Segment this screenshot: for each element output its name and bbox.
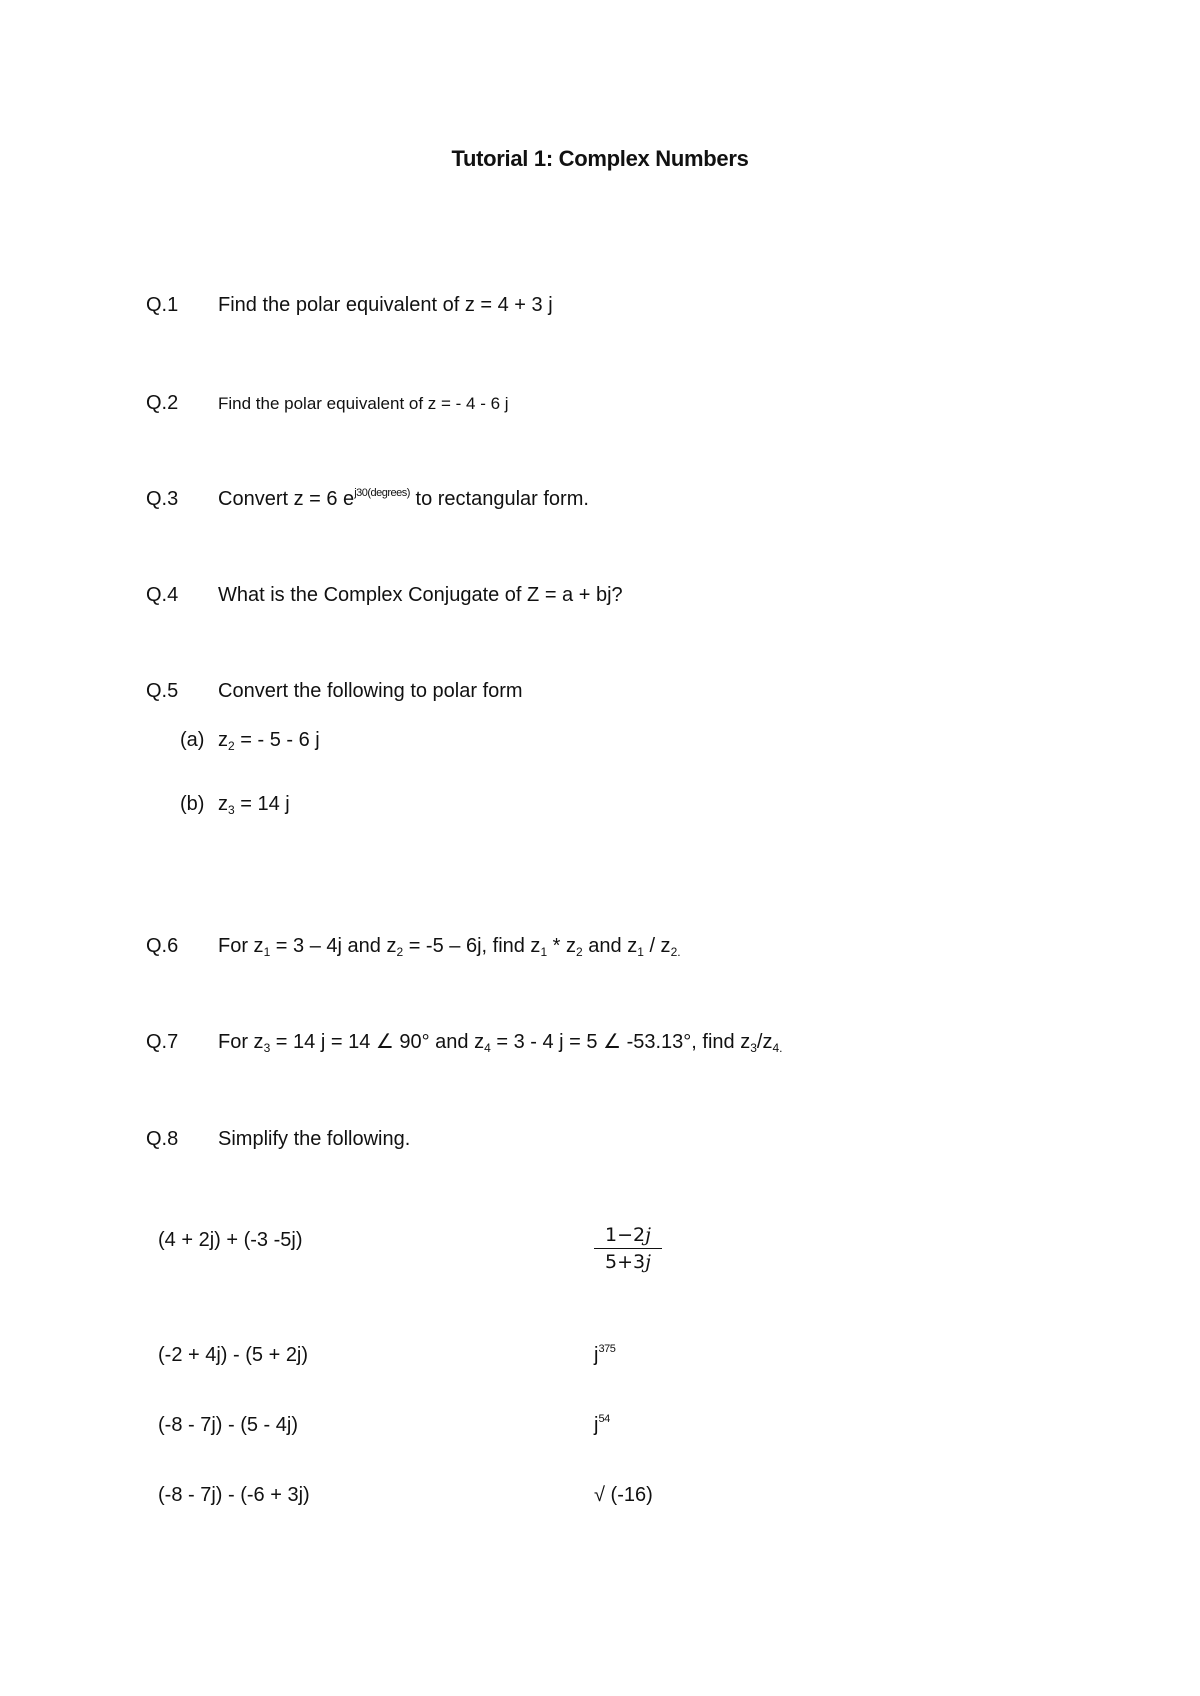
q3-text-end: to rectangular form.	[409, 488, 589, 510]
q3-exponent: j30(degrees)	[354, 487, 410, 499]
q6-seg: * z	[547, 935, 577, 957]
question-8	[146, 1126, 410, 1152]
question-3	[146, 486, 589, 512]
question-number: Q.2	[146, 392, 179, 414]
part-subscript: 2	[228, 739, 235, 753]
question-2	[146, 390, 509, 417]
q7-sub: 4.	[772, 1041, 783, 1055]
part-var: z	[218, 793, 228, 815]
question-6	[146, 933, 681, 959]
question-number: Q.3	[146, 488, 179, 510]
question-7	[146, 1029, 782, 1055]
q3-text-start: Convert z = 6 e	[218, 488, 355, 510]
part-expression: = 14 j	[234, 793, 290, 815]
question-text: Convert the following to polar form	[218, 680, 523, 702]
q6-seg: and z	[582, 935, 638, 957]
part-label: (a)	[180, 729, 205, 751]
q6-seg: = -5 – 6j, find z	[403, 935, 541, 957]
q6-sub: 1	[540, 945, 548, 959]
q7-seg: For z	[218, 1031, 264, 1053]
question-text: Simplify the following.	[218, 1128, 411, 1150]
question-number: Q.5	[146, 680, 179, 702]
simplify-power-2	[594, 1412, 610, 1438]
part-expression: = - 5 - 6 j	[234, 729, 320, 751]
q6-sub: 1	[637, 945, 644, 959]
question-number: Q.4	[146, 584, 179, 606]
power-base: j	[594, 1414, 599, 1436]
q5-part-b	[180, 791, 290, 817]
question-1	[146, 292, 553, 318]
power-base: j	[594, 1344, 599, 1366]
page-title: Tutorial 1: Complex Numbers	[451, 146, 749, 171]
simplify-expression-1: (4 + 2j) + (-3 -5j)	[158, 1229, 303, 1251]
part-label: (b)	[180, 793, 205, 815]
question-text	[218, 1029, 782, 1055]
question-4	[146, 582, 623, 608]
q7-seg: /z	[756, 1031, 773, 1053]
denominator-unit: j	[645, 1251, 651, 1273]
numerator-text: 1−2	[604, 1224, 646, 1246]
fraction-denominator	[594, 1249, 662, 1273]
question-number: Q.1	[146, 294, 179, 316]
q6-sub: 1	[263, 945, 271, 959]
question-number: Q.7	[146, 1031, 179, 1053]
part-var: z	[218, 729, 228, 751]
question-text: Find the polar equivalent of z = 4 + 3 j	[218, 294, 553, 316]
numerator-unit: j	[645, 1224, 651, 1246]
simplify-fraction	[594, 1224, 662, 1273]
question-5	[146, 678, 523, 704]
q6-seg: = 3 – 4j and z	[270, 935, 397, 957]
simplify-expression-4: (-8 - 7j) - (-6 + 3j)	[158, 1484, 310, 1506]
q6-sub: 2.	[670, 945, 681, 959]
q7-sub: 3	[263, 1041, 271, 1055]
q7-seg: = 14 j = 14 ∠ 90° and z	[270, 1031, 485, 1053]
question-text: What is the Complex Conjugate of Z = a + bj?	[218, 584, 623, 606]
power-exponent: 375	[598, 1343, 616, 1355]
question-text: Find the polar equivalent of z = - 4 - 6 j	[218, 394, 509, 413]
q6-sub: 2	[576, 945, 583, 959]
question-number: Q.6	[146, 935, 179, 957]
simplify-sqrt: √ (-16)	[594, 1484, 653, 1506]
fraction-numerator	[594, 1224, 662, 1249]
q6-seg: For z	[218, 935, 264, 957]
q7-sub: 3	[750, 1041, 757, 1055]
question-number: Q.8	[146, 1128, 179, 1150]
power-exponent: 54	[598, 1413, 610, 1425]
q5-part-a	[180, 727, 320, 753]
q6-seg: / z	[643, 935, 671, 957]
part-subscript: 3	[228, 803, 235, 817]
q6-sub: 2	[396, 945, 404, 959]
simplify-power-1	[594, 1342, 615, 1368]
q7-seg: = 3 - 4 j = 5 ∠ -53.13°, find z	[490, 1031, 751, 1053]
simplify-expression-3: (-8 - 7j) - (5 - 4j)	[158, 1414, 298, 1436]
simplify-expression-2: (-2 + 4j) - (5 + 2j)	[158, 1344, 309, 1366]
question-text	[218, 933, 681, 959]
q7-sub: 4	[484, 1041, 491, 1055]
denominator-text: 5+3	[604, 1251, 646, 1273]
question-text	[218, 486, 589, 512]
